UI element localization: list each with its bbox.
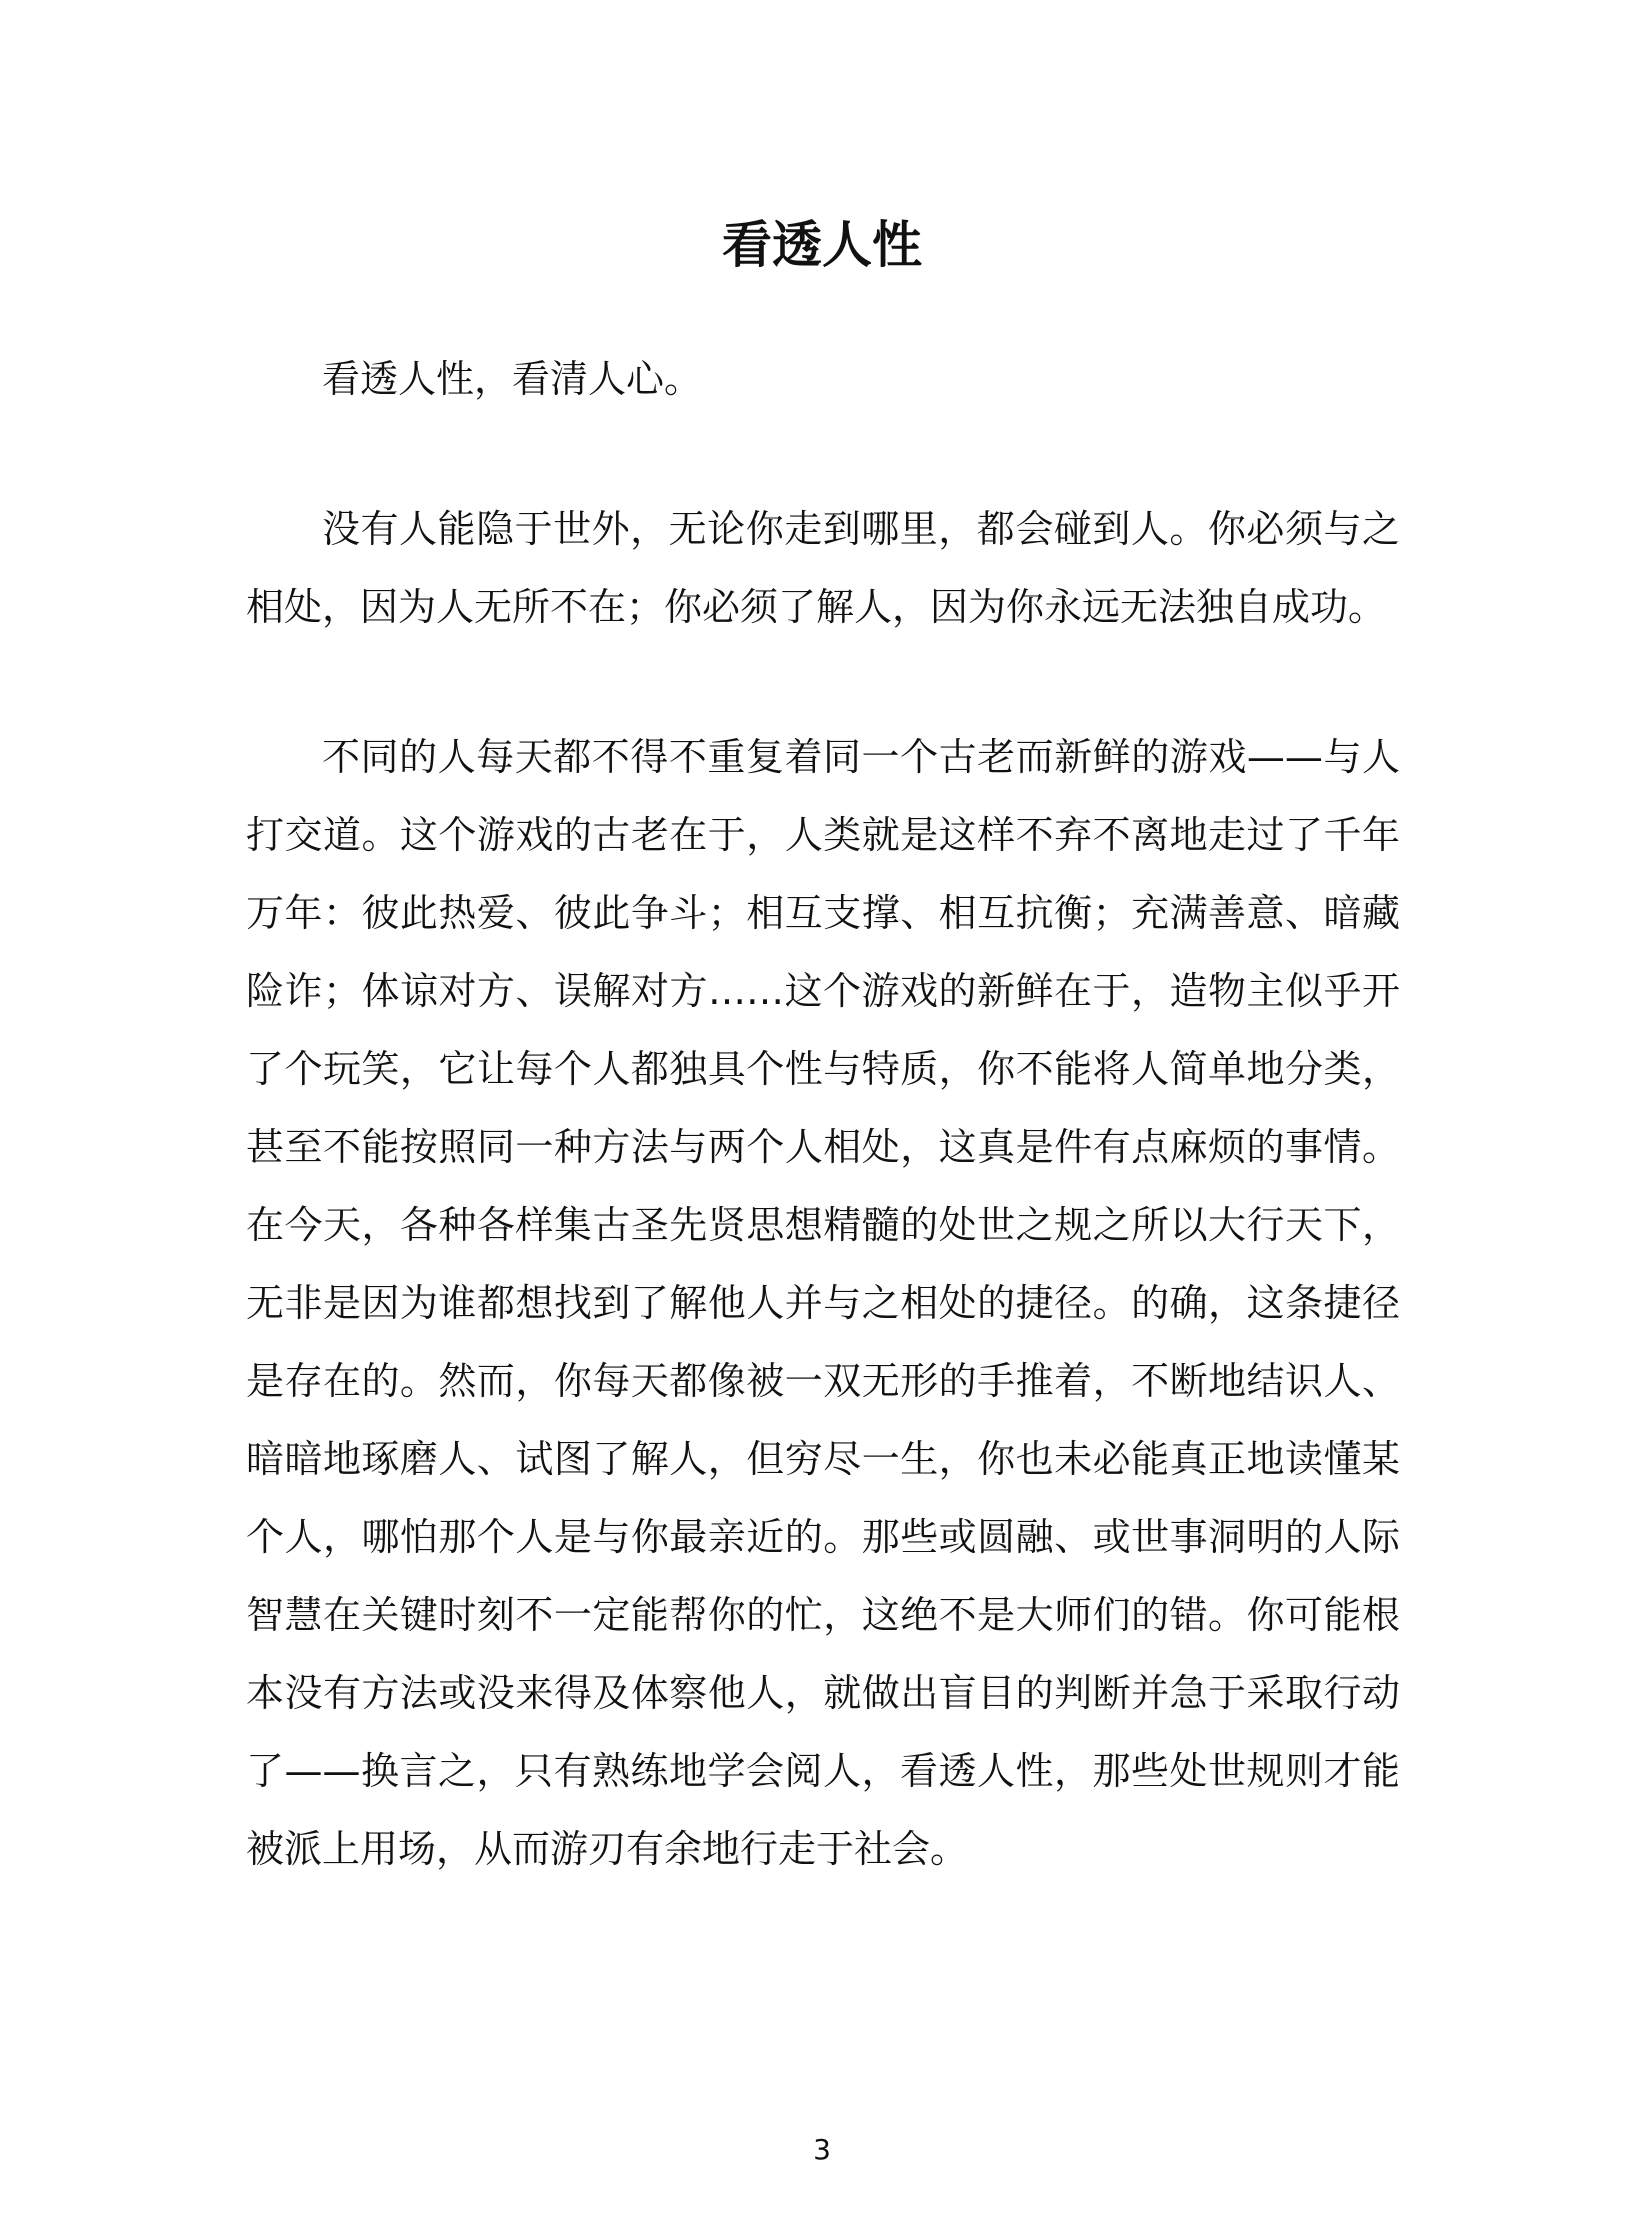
paragraph: 没有人能隐于世外，无论你走到哪里，都会碰到人。你必须与之相处，因为人无所不在；你必须了解人，因为你永远无法独自成功。 (246, 507, 1400, 629)
paragraph: 看透人性，看清人心。 (322, 357, 703, 401)
document-body (246, 340, 1400, 1888)
page-number: 3 (813, 2133, 831, 2166)
paragraph: 不同的人每天都不得不重复着同一个古老而新鲜的游戏——与人打交道。这个游戏的古老在于，人类就是这样不弃不离地走过了千年万年：彼此热爱、彼此争斗；相互支撑、相互抗衡；充满善意、暗藏险诈；体谅对方、误解对方……这个游戏的新鲜在于，造物主似乎开了个玩笑，它让每个人都独具个性与特质，你不能将人简单地分类，甚至不能按照同一种方法与两个人相处，这真是件有点麻烦的事情。在今天，各种各样集古圣先贤思想精髓的处世之规之所以大行天下，无非是因为谁都想找到了解他人并与之相处的捷径。的确，这条捷径是存在的。然而，你每天都像被一双无形的手推着，不断地结识人、暗暗地琢磨人、试图了解人，但穷尽一生，你也未必能真正地读懂某个人，哪怕那个人是与你最亲近的。那些或圆融、或世事洞明的人际智慧在关键时刻不一定能帮你的忙，这绝不是大师们的错。你可能根本没有方法或没来得及体察他人，就做出盲目的判断并急于采取行动了——换言之，只有熟练地学会阅人，看透人性，那些处世规则才能被派上用场，从而游刃有余地行走于社会。 (246, 735, 1400, 1871)
document-title: 看透人性 (722, 216, 922, 274)
